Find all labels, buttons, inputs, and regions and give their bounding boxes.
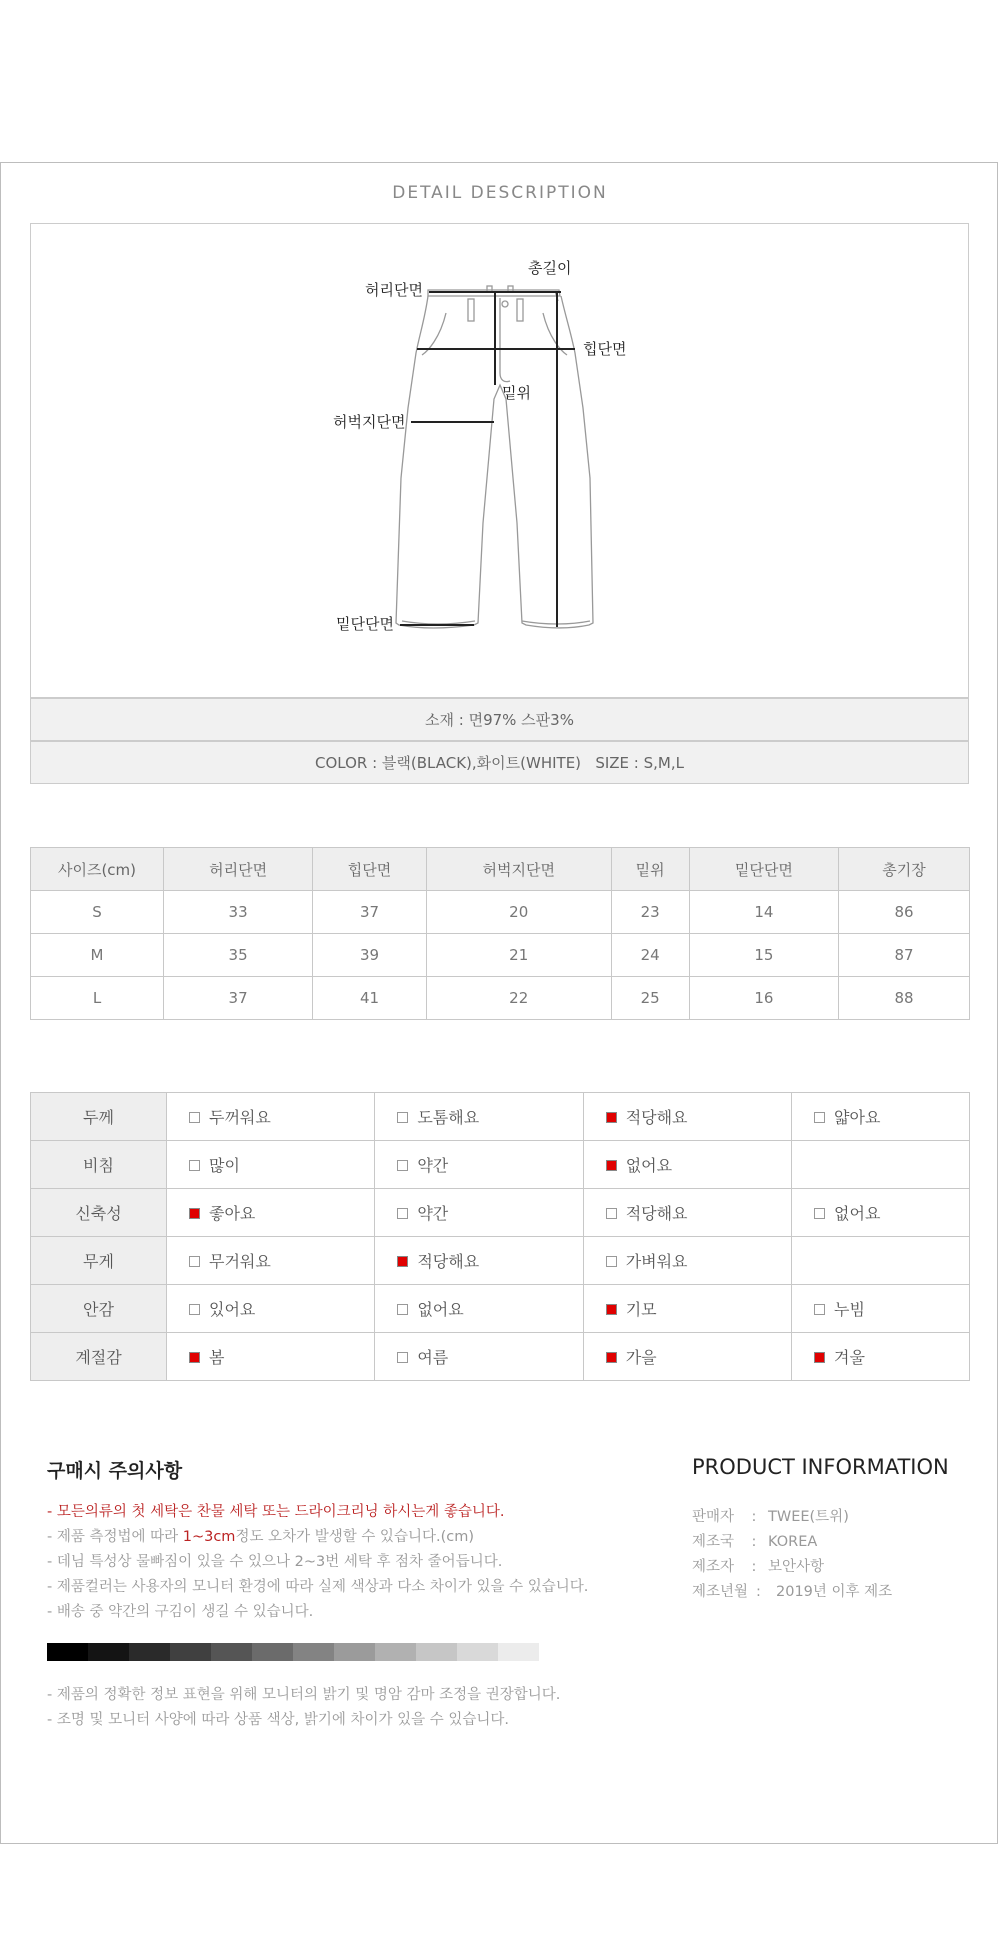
table-cell: 24	[611, 934, 689, 977]
attribute-option	[375, 1333, 583, 1381]
header-cell: 총기장	[839, 848, 970, 891]
info-key: 제조년월	[692, 1584, 749, 1600]
option-label: 없어요	[417, 1300, 464, 1319]
checked-box-icon	[397, 1256, 408, 1267]
notice-line: - 모든의류의 첫 세탁은 찬물 세탁 또는 드라이크리닝 하시는게 좋습니다.	[47, 1504, 505, 1520]
table-cell: 15	[689, 934, 838, 977]
attribute-row	[31, 1237, 970, 1285]
attribute-option	[167, 1333, 375, 1381]
color-size-text: COLOR : 블랙(BLACK),화이트(WHITE) SIZE : S,M,L	[315, 754, 684, 772]
table-cell: 41	[313, 977, 427, 1020]
header-cell: 힙단면	[313, 848, 427, 891]
product-info-row	[692, 1505, 892, 1530]
attribute-row	[31, 1189, 970, 1237]
product-info-row	[692, 1555, 892, 1580]
option-label: 약간	[417, 1156, 449, 1175]
gray-swatch	[416, 1643, 457, 1661]
option-label: 여름	[417, 1348, 449, 1367]
table-cell: 33	[164, 891, 313, 934]
gray-swatch	[129, 1643, 170, 1661]
info-sep: :	[751, 1559, 757, 1575]
unchecked-box-icon	[189, 1304, 200, 1315]
attribute-table	[30, 1092, 970, 1381]
checked-box-icon	[814, 1352, 825, 1363]
gray-swatch	[334, 1643, 375, 1661]
unchecked-box-icon	[814, 1304, 825, 1315]
gray-swatch	[457, 1643, 498, 1661]
attribute-option	[375, 1141, 583, 1189]
checked-box-icon	[606, 1160, 617, 1171]
option-label: 없어요	[834, 1204, 881, 1223]
info-key: 제조국	[692, 1534, 735, 1550]
page-title: DETAIL DESCRIPTION	[392, 183, 608, 203]
table-cell: 14	[689, 891, 838, 934]
info-value: 보안사항	[768, 1559, 825, 1575]
table-cell: 87	[839, 934, 970, 977]
unchecked-box-icon	[606, 1256, 617, 1267]
option-label: 누빔	[834, 1300, 865, 1319]
info-sep: :	[751, 1509, 757, 1525]
notice-text: 정도 오차가 발생할 수 있습니다.(cm)	[235, 1529, 474, 1545]
table-row	[31, 891, 970, 934]
attribute-row	[31, 1333, 970, 1381]
attribute-option	[375, 1237, 583, 1285]
attribute-option	[792, 1285, 970, 1333]
material-row	[30, 698, 969, 741]
option-label: 겨울	[834, 1348, 865, 1367]
info-sep: :	[751, 1534, 757, 1550]
option-label: 두꺼워요	[209, 1108, 271, 1127]
product-info-title: PRODUCT INFORMATION	[692, 1455, 949, 1479]
unchecked-box-icon	[189, 1160, 200, 1171]
attribute-option	[375, 1093, 583, 1141]
pants-diagram	[30, 223, 969, 702]
header-cell: 사이즈(cm)	[31, 848, 164, 891]
option-label: 기모	[625, 1300, 657, 1319]
gray-swatch	[170, 1643, 211, 1661]
table-cell: M	[31, 934, 164, 977]
notice-line	[47, 1525, 588, 1550]
table-cell: 20	[426, 891, 611, 934]
table-cell: 23	[611, 891, 689, 934]
attribute-label: 안감	[31, 1285, 167, 1333]
attribute-label: 신축성	[31, 1189, 167, 1237]
table-cell: 35	[164, 934, 313, 977]
attribute-option	[167, 1285, 375, 1333]
checked-box-icon	[606, 1112, 617, 1123]
hem-label: 밑단단면	[336, 615, 394, 633]
attribute-option	[375, 1285, 583, 1333]
option-label: 가벼워요	[625, 1252, 688, 1271]
unchecked-box-icon	[189, 1256, 200, 1267]
option-label: 없어요	[625, 1156, 673, 1175]
header-cell: 밑위	[611, 848, 689, 891]
material-text: 소재 : 면97% 스판3%	[425, 711, 574, 729]
table-row	[31, 934, 970, 977]
gray-swatch	[88, 1643, 129, 1661]
attribute-option	[792, 1237, 970, 1285]
attribute-row	[31, 1285, 970, 1333]
attribute-label: 무게	[31, 1237, 167, 1285]
gray-swatch	[498, 1643, 539, 1661]
attribute-option	[167, 1189, 375, 1237]
size-table	[30, 847, 970, 1020]
attribute-option	[583, 1237, 791, 1285]
option-label: 적당해요	[417, 1252, 480, 1271]
table-row	[31, 977, 970, 1020]
attribute-option	[792, 1333, 970, 1381]
info-key: 판매자	[692, 1509, 735, 1525]
unchecked-box-icon	[189, 1112, 200, 1123]
notice-line: - 조명 및 모니터 사양에 따라 상품 색상, 밝기에 차이가 있을 수 있습니다.	[47, 1712, 509, 1728]
gray-swatch	[293, 1643, 334, 1661]
color-size-row	[30, 741, 969, 784]
option-label: 있어요	[209, 1300, 256, 1319]
option-label: 약간	[417, 1204, 449, 1223]
table-cell: 88	[839, 977, 970, 1020]
header-cell: 허리단면	[164, 848, 313, 891]
product-info-row	[692, 1580, 892, 1605]
header-cell: 밑단단면	[689, 848, 838, 891]
attribute-option	[583, 1285, 791, 1333]
option-label: 많이	[209, 1156, 240, 1175]
table-cell: 86	[839, 891, 970, 934]
product-info-row	[692, 1530, 892, 1555]
attribute-option	[167, 1141, 375, 1189]
unchecked-box-icon	[814, 1112, 825, 1123]
attribute-option	[375, 1189, 583, 1237]
attribute-label: 계절감	[31, 1333, 167, 1381]
gray-swatch	[375, 1643, 416, 1661]
option-label: 적당해요	[625, 1204, 688, 1223]
monitor-notice	[47, 1683, 560, 1733]
attribute-label: 두께	[31, 1093, 167, 1141]
attribute-row	[31, 1093, 970, 1141]
notice-line: - 데님 특성상 물빠짐이 있을 수 있으나 2~3번 세탁 후 점차 줄어듭니다.	[47, 1554, 503, 1570]
total-length-label: 총길이	[528, 259, 572, 277]
table-cell: L	[31, 977, 164, 1020]
table-cell: 21	[426, 934, 611, 977]
unchecked-box-icon	[397, 1304, 408, 1315]
thigh-label: 허벅지단면	[333, 413, 406, 431]
table-cell: 16	[689, 977, 838, 1020]
hip-label: 힙단면	[583, 340, 627, 358]
option-label: 얇아요	[834, 1108, 881, 1127]
gray-swatch	[252, 1643, 293, 1661]
attribute-row	[31, 1141, 970, 1189]
attribute-label: 비침	[31, 1141, 167, 1189]
table-cell: 39	[313, 934, 427, 977]
notice-line: - 배송 중 약간의 구김이 생길 수 있습니다.	[47, 1604, 314, 1620]
attribute-option	[792, 1093, 970, 1141]
unchecked-box-icon	[397, 1112, 408, 1123]
table-cell: S	[31, 891, 164, 934]
header-cell: 허벅지단면	[426, 848, 611, 891]
rise-label: 밑위	[502, 384, 531, 402]
attribute-option	[792, 1189, 970, 1237]
option-label: 무거워요	[209, 1252, 271, 1271]
info-value: 2019년 이후 제조	[776, 1584, 893, 1600]
product-info-list	[692, 1505, 892, 1605]
notice-list	[47, 1500, 588, 1625]
checked-box-icon	[606, 1304, 617, 1315]
unchecked-box-icon	[397, 1352, 408, 1363]
attribute-option	[167, 1237, 375, 1285]
unchecked-box-icon	[397, 1208, 408, 1219]
attribute-option	[583, 1141, 791, 1189]
notice-line: - 제품의 정확한 정보 표현을 위해 모니터의 밝기 및 명암 감마 조정을 권장합니다.	[47, 1687, 561, 1703]
table-cell: 37	[313, 891, 427, 934]
waist-label: 허리단면	[365, 281, 423, 299]
info-value: TWEE(트위)	[768, 1509, 849, 1525]
table-cell: 37	[164, 977, 313, 1020]
gray-swatch	[47, 1643, 88, 1661]
unchecked-box-icon	[397, 1160, 408, 1171]
checked-box-icon	[189, 1208, 200, 1219]
gray-swatch	[211, 1643, 252, 1661]
notice-highlight: 1~3cm	[182, 1529, 236, 1545]
notice-text: - 제품 측정법에 따라	[47, 1529, 183, 1545]
size-table-header	[31, 848, 970, 891]
attribute-option	[792, 1141, 970, 1189]
unchecked-box-icon	[606, 1208, 617, 1219]
option-label: 도톰해요	[417, 1108, 480, 1127]
info-value: KOREA	[768, 1534, 818, 1550]
info-sep: :	[756, 1584, 761, 1600]
notice-title: 구매시 주의사항	[47, 1460, 183, 1482]
option-label: 가을	[625, 1348, 657, 1367]
checked-box-icon	[606, 1352, 617, 1363]
info-key: 제조자	[692, 1559, 735, 1575]
table-cell: 22	[426, 977, 611, 1020]
checked-box-icon	[189, 1352, 200, 1363]
table-cell: 25	[611, 977, 689, 1020]
attribute-option	[167, 1093, 375, 1141]
option-label: 적당해요	[625, 1108, 688, 1127]
attribute-option	[583, 1093, 791, 1141]
attribute-option	[583, 1333, 791, 1381]
option-label: 좋아요	[209, 1204, 256, 1223]
option-label: 봄	[209, 1348, 225, 1367]
attribute-option	[583, 1189, 791, 1237]
grayscale-calibration-bar	[47, 1643, 539, 1661]
notice-line: - 제품컬러는 사용자의 모니터 환경에 따라 실제 색상과 다소 차이가 있을 수 있습니다.	[47, 1579, 589, 1595]
unchecked-box-icon	[814, 1208, 825, 1219]
